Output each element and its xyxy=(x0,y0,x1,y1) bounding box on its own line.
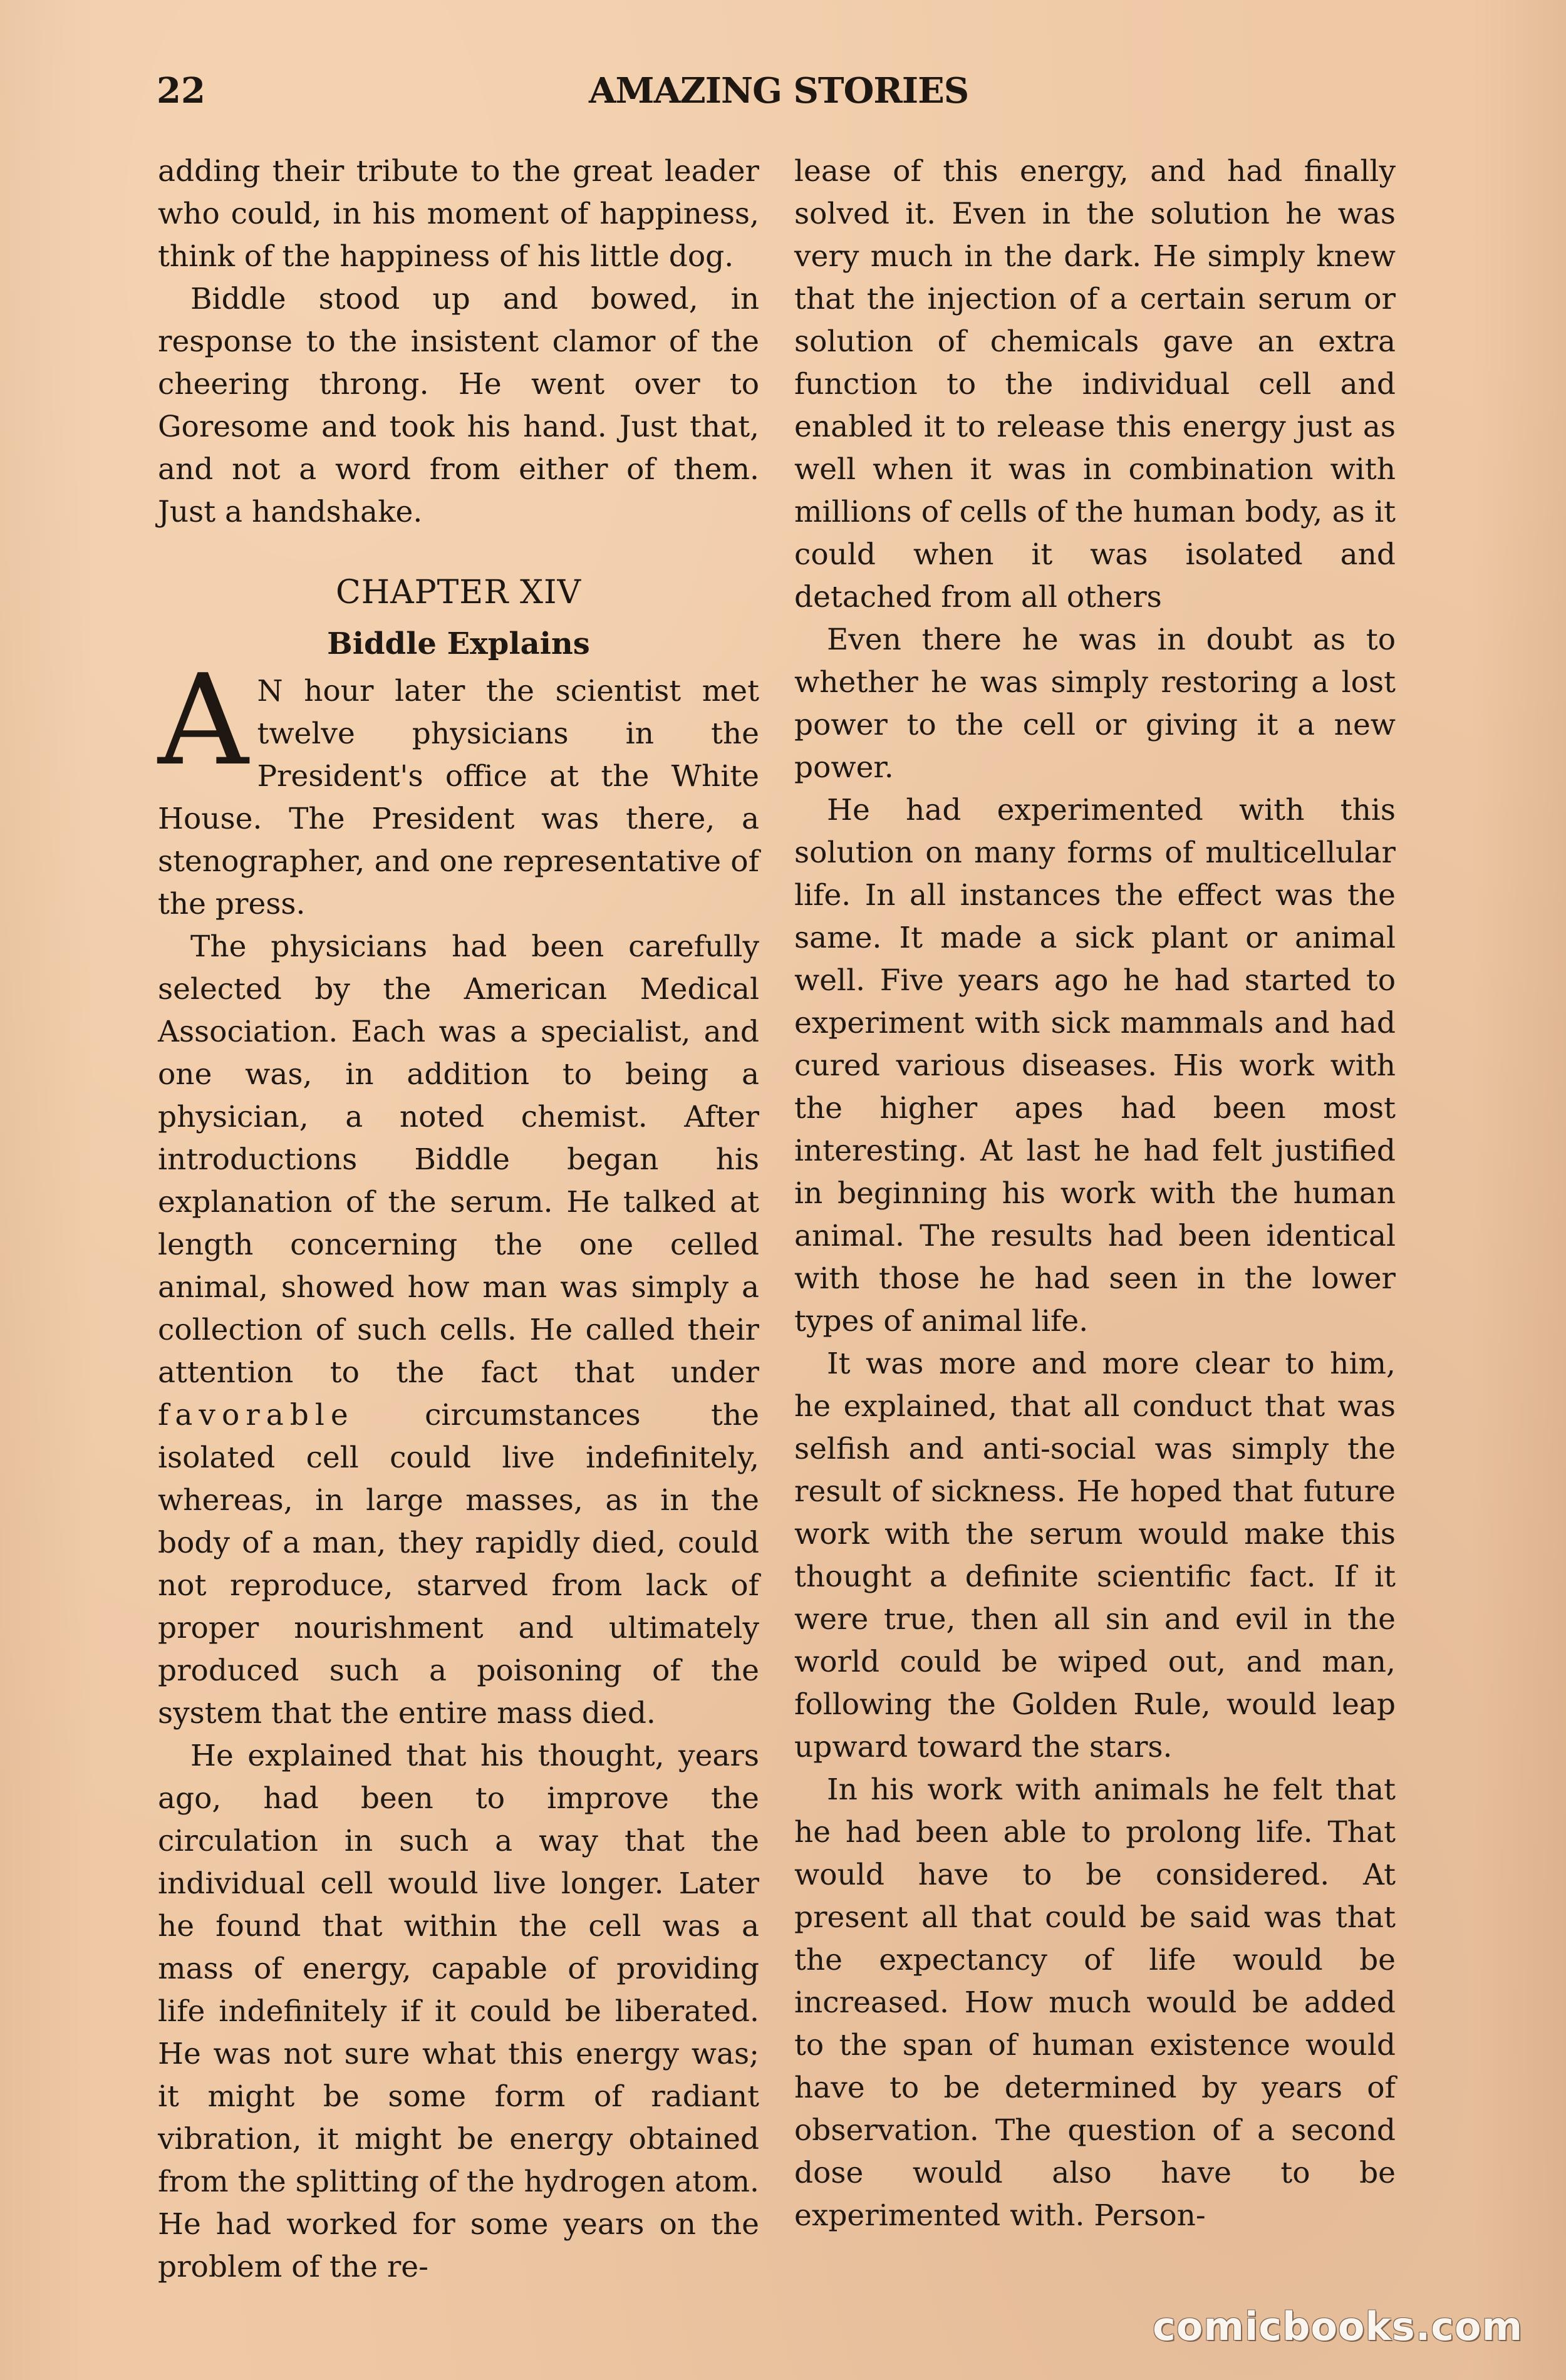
paragraph: It was more and more clear to him, he explained, that all conduct that was selfish and anti-social was simply the result of sickness. He hoped that future work with the serum would make this thought a definite scientific fact. If it were true, then all sin and evil in the world could be wiped out, and man, following the Golden Rule, would leap upward toward the stars. xyxy=(794,1347,1396,1764)
section-title: Biddle Explains xyxy=(327,626,590,661)
paragraph: Biddle stood up and bowed, in response to the insistent clamor of the cheering throng. He went over to Goresome and took his hand. Just that, and not a word from either of them. Just a handshake. xyxy=(158,282,759,529)
paragraph: In his work with animals he felt that he had been able to prolong life. That would have to be considered. At present all that could be said was that the expectancy of life would be increased. How much would be added to the span of human existence would have to be determined by years of observation. The question of a second dose would also have to be experimented with. Person- xyxy=(794,1772,1396,2233)
paragraph-text: N hour later the scientist met twelve physicians in the President's office at the White House. The President was there, a stenographer, and one representative of the press. xyxy=(158,674,759,921)
paragraph: He had experimented with this solution on many forms of multicellular life. In all instances the effect was the same. It made a sick plant or animal well. Five years ago he had started to experiment with sick mammals and had cured various diseases. His work with the higher apes had been most interesting. At last he had felt justified in beginning his work with the human animal. The results had been identical with those he had seen in the lower types of animal life. xyxy=(794,793,1396,1338)
chapter-heading: CHAPTER XIV xyxy=(335,574,582,611)
paragraph: adding their tribute to the great leader who could, in his moment of happiness, think of the happiness of his little dog. xyxy=(158,154,759,274)
paragraph xyxy=(158,926,759,1735)
left-column xyxy=(158,150,759,2289)
page-header xyxy=(157,66,1409,116)
spaced-word: favorable xyxy=(158,1398,355,1432)
paragraph-text: The physicians had been carefully selected by the American Medical Association. Each was a specialist, and one was, in addition to being a physician, a noted chemist. After introductions Biddle began his explanation of the serum. He talked at length concerning the one celled animal, showed how man was simply a collection of such cells. He called their attention to the fact that under xyxy=(158,929,759,1390)
magazine-title: AMAZING STORIES xyxy=(589,70,969,111)
watermark: comicbooks.com xyxy=(1153,2304,1523,2349)
paragraph: He explained that his thought, years ago, had been to improve the circulation in such a way that the individual cell would live longer. Later he found that within the cell was a mass of energy, capable of providing life indefinitely if it could be liberated. He was not sure what this energy was; it might be some form of radiant vibration, it might be energy obtained from the splitting of the hydrogen atom. He had worked for some years on the problem of the re- xyxy=(158,1739,759,2284)
drop-cap: A xyxy=(158,648,249,794)
paragraph-text: circumstances the isolated cell could live indefinitely, whereas, in large masses, as in the body of a man, they rapidly died, could not reproduce, starved from lack of proper nourishment and ultimately produced such a poisoning of the system that the entire mass died. xyxy=(158,1398,759,1731)
paragraph xyxy=(158,648,759,926)
page-number: 22 xyxy=(157,70,205,111)
paragraph: Even there he was in doubt as to whether he was simply restoring a lost power to the cell or giving it a new power. xyxy=(794,623,1396,785)
right-column xyxy=(794,150,1396,2237)
paragraph: lease of this energy, and had finally solved it. Even in the solution he was very much in the dark. He simply knew that the injection of a certain serum or solution of chemicals gave an extra function to the individual cell and enabled it to release this energy just as well when it was in combination with millions of cells of the human body, as it could when it was isolated and detached from all others xyxy=(794,154,1396,614)
